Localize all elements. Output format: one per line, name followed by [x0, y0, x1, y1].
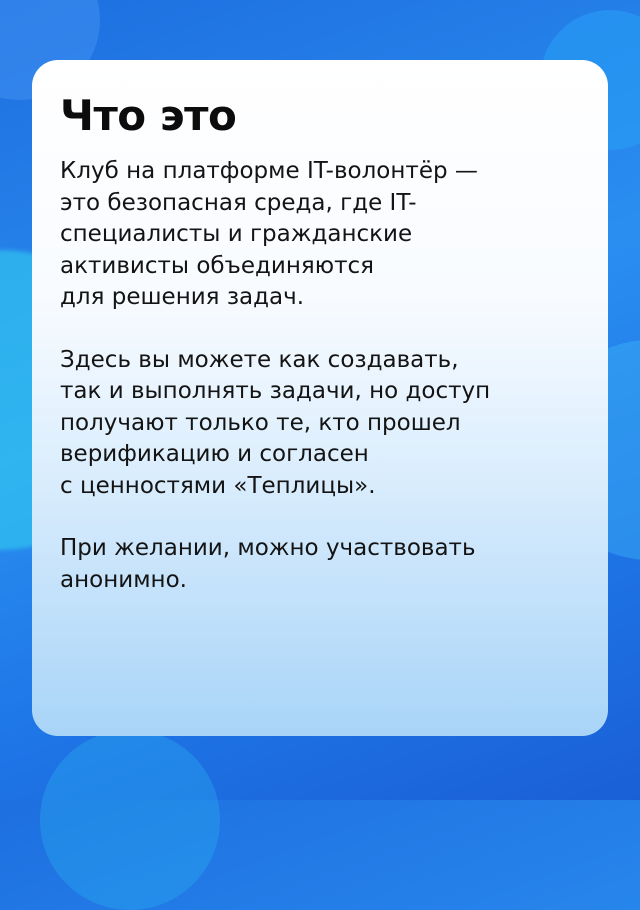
paragraph-access-info: Здесь вы можете как создавать, так и выполнять задачи, но доступ получают только те, кто прошел верификацию и согласен с ценностями «Теплицы».: [60, 346, 491, 499]
card-title: Что это: [60, 91, 237, 140]
decorative-circle: [40, 730, 220, 910]
info-card: [32, 60, 608, 736]
paragraph-anonymity: При желании, можно участвовать анонимно.: [60, 535, 476, 593]
paragraph-club-description: Клуб на платформе IT-волонтёр — это безопасная среда, где IT- специалисты и гражданские активисты объединяются для решения задач.: [60, 158, 478, 310]
